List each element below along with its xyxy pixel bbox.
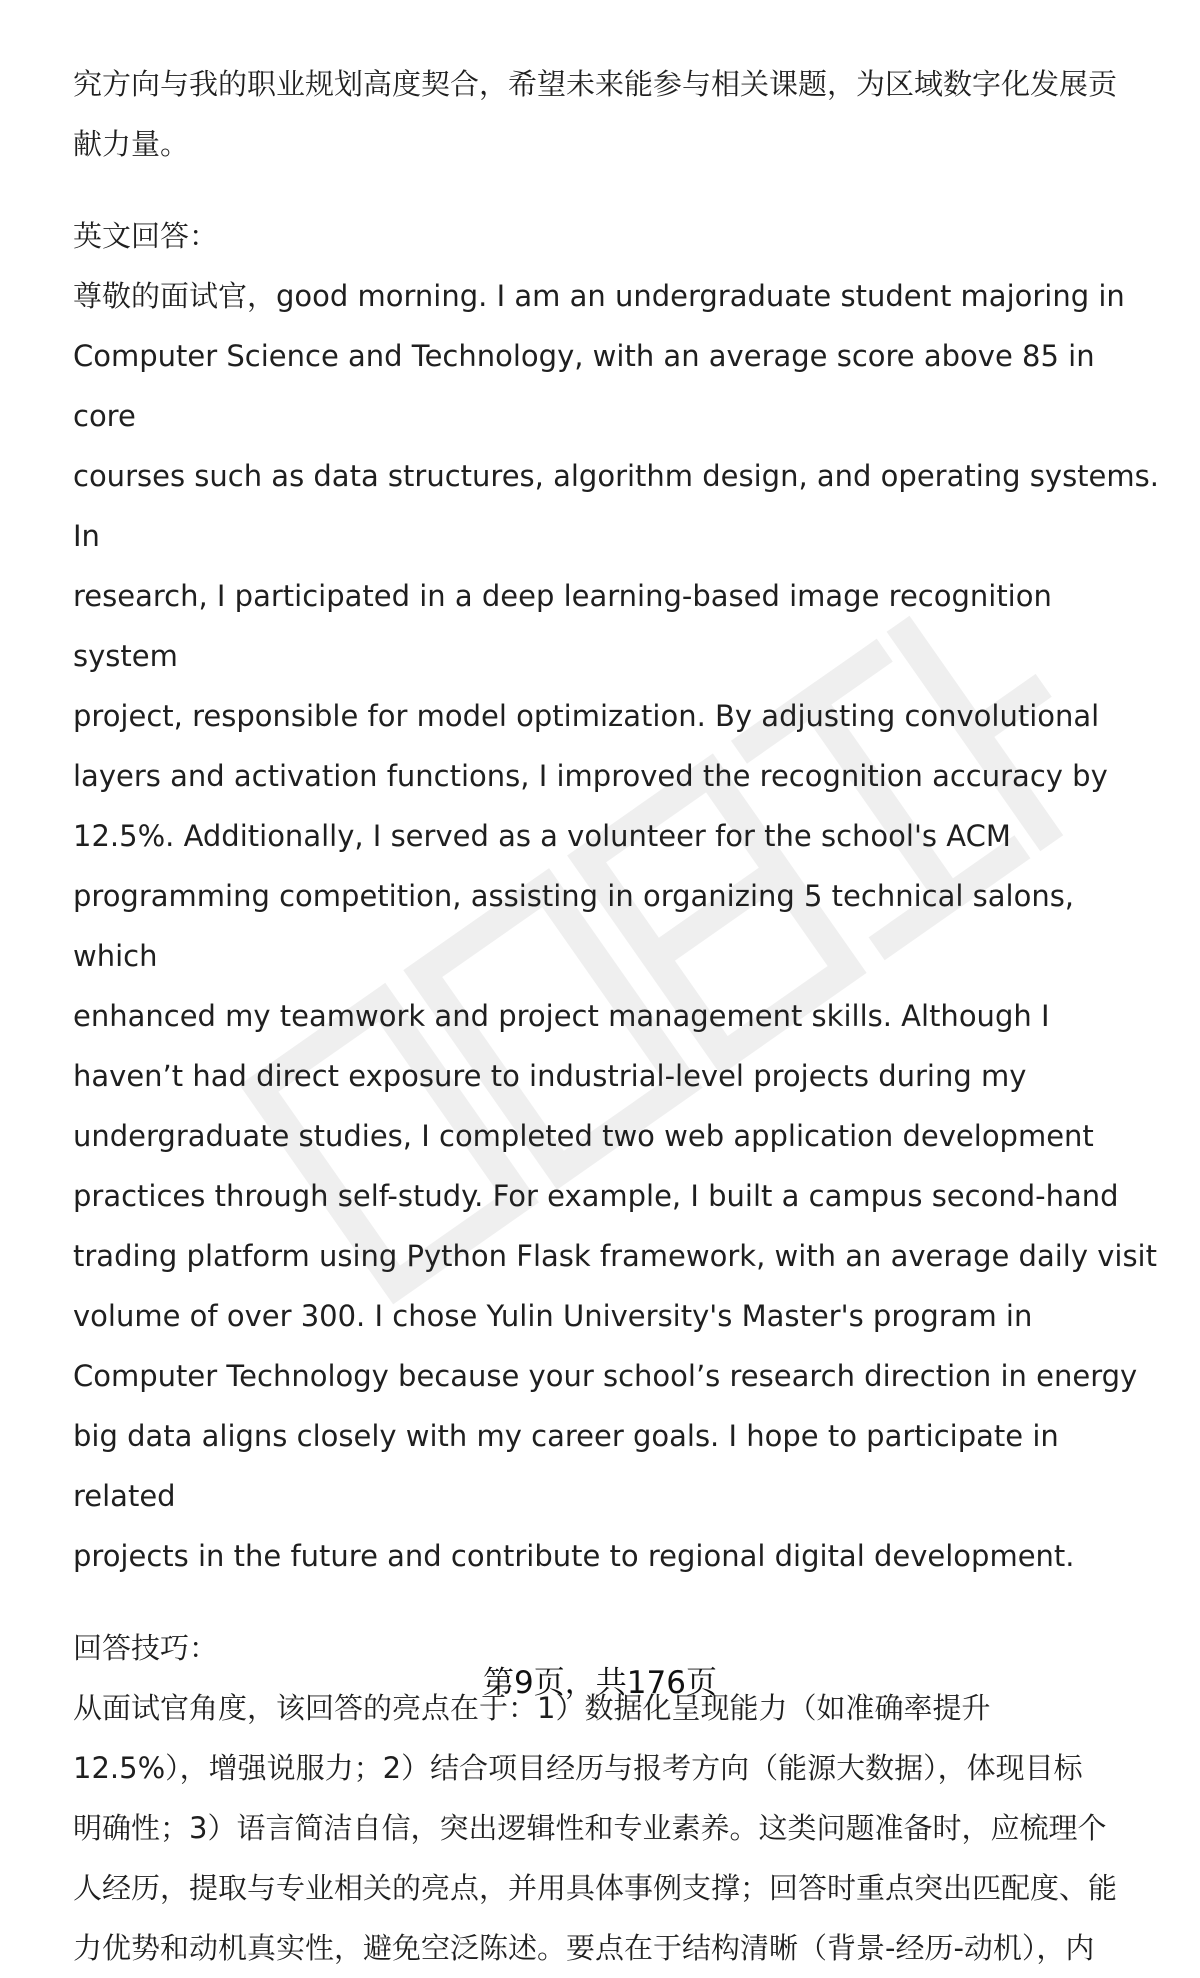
- page-number: 第9页，共176页: [483, 1665, 717, 1701]
- text-line: 明确性；3）语言简洁自信，突出逻辑性和专业素养。这类问题准备时，应梳理个: [73, 1811, 1107, 1845]
- text-line: undergraduate studies, I completed two web application development: [73, 1119, 1094, 1153]
- continuation-paragraph: [73, 54, 1163, 174]
- text-line: enhanced my teamwork and project management skills. Although I: [73, 999, 1050, 1033]
- text-line: layers and activation functions, I improved the recognition accuracy by: [73, 759, 1108, 793]
- text-line: programming competition, assisting in organizing 5 technical salons, which: [73, 879, 1084, 973]
- text-line: 人经历，提取与专业相关的亮点，并用具体事例支撑；回答时重点突出匹配度、能: [73, 1871, 1118, 1905]
- text-line: big data aligns closely with my career goals. I hope to participate in related: [73, 1419, 1068, 1513]
- text-line: projects in the future and contribute to regional digital development.: [73, 1539, 1075, 1573]
- text-line: 尊敬的面试官，good morning. I am an undergraduate student majoring in: [73, 279, 1125, 313]
- text-line: research, I participated in a deep learning-based image recognition system: [73, 579, 1062, 673]
- answer-tips-heading: 回答技巧：: [73, 1631, 219, 1665]
- text-line: 12.5%），增强说服力；2）结合项目经历与报考方向（能源大数据），体现目标: [73, 1751, 1083, 1785]
- text-line: trading platform using Python Flask framework, with an average daily visit: [73, 1239, 1157, 1273]
- english-answer-section: [73, 206, 1169, 1586]
- text-line: haven’t had direct exposure to industrial-level projects during my: [73, 1059, 1027, 1093]
- text-line: 献力量。: [73, 127, 190, 161]
- text-line: volume of over 300. I chose Yulin University's Master's program in: [73, 1299, 1033, 1333]
- text-line: 12.5%. Additionally, I served as a volunteer for the school's ACM: [73, 819, 1011, 853]
- text-line: project, responsible for model optimization. By adjusting convolutional: [73, 699, 1100, 733]
- text-line: courses such as data structures, algorithm design, and operating systems. In: [73, 459, 1169, 553]
- text-line: 究方向与我的职业规划高度契合，希望未来能参与相关课题，为区域数字化发展贡: [73, 67, 1118, 101]
- text-line: 力优势和动机真实性，避免空泛陈述。要点在于结构清晰（背景-经历-动机），内: [73, 1931, 1095, 1965]
- text-line: Computer Science and Technology, with an average score above 85 in core: [73, 339, 1104, 433]
- text-line: practices through self-study. For example, I built a campus second-hand: [73, 1179, 1119, 1213]
- text-line: 从面试官角度，该回答的亮点在于：1）数据化呈现能力（如准确率提升: [73, 1691, 991, 1725]
- text-line: Computer Technology because your school’s research direction in energy: [73, 1359, 1138, 1393]
- english-answer-heading: 英文回答：: [73, 219, 219, 253]
